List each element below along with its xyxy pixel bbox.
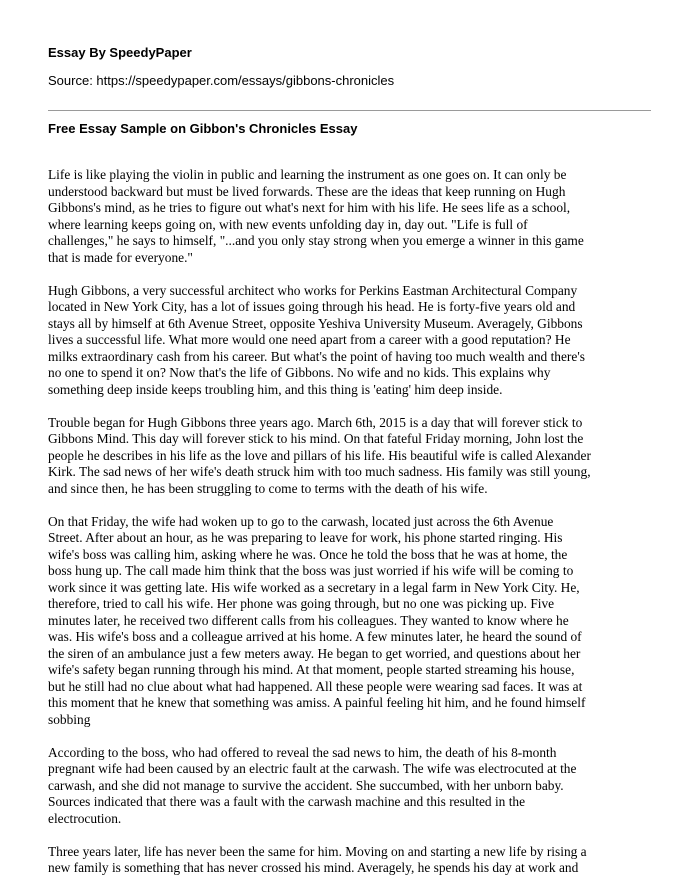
text-line: but he still had no clue about what had happened. All these people were wearing sad faces. It was at: [48, 678, 583, 694]
text-line: milks extraordinary cash from his career. But what's the point of having too much wealth and there's: [48, 348, 585, 364]
document-header-title: Essay By SpeedyPaper: [48, 45, 192, 60]
text-line: Life is like playing the violin in public and learning the instrument as one goes on. It can only be: [48, 167, 567, 182]
text-line: sobbing: [48, 711, 91, 727]
text-line: On that Friday, the wife had woken up to go to the carwash, located just across the 6th Avenue: [48, 513, 554, 529]
text-line: no one to spend it on? Now that's the life of Gibbons. No wife and no kids. This explains why: [48, 365, 551, 380]
text-line: Hugh Gibbons, a very successful architect who works for Perkins Eastman Architectural Company: [48, 282, 578, 298]
text-line: people he describes in his life as the love and pillars of his life. His beautiful wife is called Alexander: [48, 447, 591, 463]
paragraph-3: [48, 415, 668, 498]
text-line: where learning keeps going on, with new events unfolding day in, day out. "Life is full of: [48, 216, 528, 232]
paragraph-6: [48, 844, 668, 877]
text-line: the siren of an ambulance just a few meters away. He began to get worried, and questions about her: [48, 645, 581, 661]
text-line: that is made for everyone.": [48, 249, 193, 265]
text-line: Street. After about an hour, as he was preparing to leave for work, his phone started ringing. His: [48, 530, 563, 545]
text-line: electrocution.: [48, 810, 122, 826]
text-line: carwash, and she did not manage to survive the accident. She succumbed, with her unborn baby.: [48, 777, 564, 793]
text-line: Kirk. The sad news of her wife's death struck him with too much sadness. His family was still young,: [48, 464, 591, 479]
paragraph-4: [48, 514, 668, 729]
divider: [48, 110, 651, 111]
text-line: something deep inside keeps troubling him, and this thing is 'eating' him deep inside.: [48, 381, 503, 397]
text-line: this moment that he knew that something was amiss. A painful feeling hit him, and he found himself: [48, 695, 586, 710]
paragraph-5: [48, 745, 668, 828]
text-line: and since then, he has been struggling to come to terms with the death of his wife.: [48, 480, 488, 496]
text-line: wife's boss was calling him, asking where he was. Once he told the boss that he was at home, the: [48, 546, 568, 562]
text-line: Trouble began for Hugh Gibbons three years ago. March 6th, 2015 is a day that will forever stick to: [48, 414, 583, 430]
text-line: pregnant wife had been caused by an electric fault at the carwash. The wife was electrocuted at the: [48, 761, 577, 776]
text-line: lives a successful life. What more would one need apart from a career with a good reputation? He: [48, 332, 571, 347]
text-line: therefore, tried to call his wife. Her phone was going through, but no one was picking up. Five: [48, 596, 555, 611]
paragraph-2: [48, 283, 668, 399]
text-line: new family is something that has never crossed his mind. Averagely, he spends his day at work and: [48, 860, 579, 875]
text-line: boss hung up. The call made him think that the boss was just worried if his wife will be coming to: [48, 563, 574, 578]
paragraph-1: [48, 167, 668, 266]
text-line: understood backward but must be lived forwards. These are the ideas that keep running on Hugh: [48, 183, 566, 199]
text-line: wife's safety began running through his mind. At that moment, people started streaming his house,: [48, 662, 575, 677]
text-line: located in New York City, has a lot of issues going through his head. He is forty-five years old and: [48, 299, 576, 314]
text-line: was. His wife's boss and a colleague arrived at his home. A few minutes later, he heard the sound of: [48, 629, 582, 644]
text-line: challenges," he says to himself, "...and you only stay strong when you emerge a winner in this game: [48, 233, 584, 248]
essay-title: Free Essay Sample on Gibbon's Chronicles Essay: [48, 121, 358, 136]
text-line: stays all by himself at 6th Avenue Street, opposite Yeshiva University Museum. Averagely, Gibbons: [48, 315, 583, 331]
text-line: According to the boss, who had offered to reveal the sad news to him, the death of his 8-month: [48, 744, 557, 760]
text-line: Gibbons's mind, as he tries to figure out what's next for him with his life. He sees life as a school,: [48, 200, 571, 215]
text-line: Three years later, life has never been the same for him. Moving on and starting a new life by rising a: [48, 843, 587, 859]
essay-body: [48, 167, 668, 893]
text-line: work since it was getting late. His wife worked as a secretary in a legal farm in New York City. He,: [48, 579, 580, 595]
text-line: Sources indicated that there was a fault with the carwash machine and this resulted in the: [48, 794, 526, 809]
source-url[interactable]: Source: https://speedypaper.com/essays/gibbons-chronicles: [48, 73, 395, 88]
text-line: minutes later, he received two different calls from his colleagues. They wanted to know where he: [48, 612, 569, 628]
text-line: Gibbons Mind. This day will forever stick to his mind. On that fateful Friday morning, John lost the: [48, 431, 584, 446]
